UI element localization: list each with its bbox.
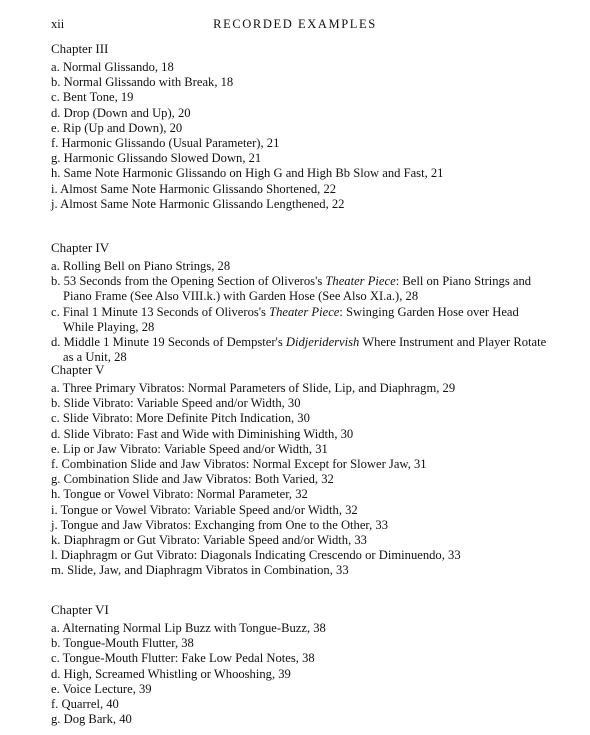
example-entry: l. Diaphragm or Gut Vibrato: Diagonals Indicating Crescendo or Diminuendo, 33 bbox=[51, 548, 461, 563]
chapter-title: Chapter III bbox=[51, 41, 109, 56]
chapter-title: Chapter VI bbox=[51, 602, 109, 617]
chapter-title: Chapter V bbox=[51, 362, 105, 377]
running-head bbox=[0, 17, 590, 35]
example-entry: d. Drop (Down and Up), 20 bbox=[51, 105, 191, 120]
work-title: Theater Piece bbox=[269, 304, 340, 319]
example-entry: g. Dog Bark, 40 bbox=[51, 712, 132, 727]
example-entry: a. Three Primary Vibratos: Normal Parameters of Slide, Lip, and Diaphragm, 29 bbox=[51, 381, 456, 395]
example-entry: h. Same Note Harmonic Glissando on High G and High Bb Slow and Fast, 21 bbox=[51, 166, 444, 181]
page-number: xii bbox=[51, 17, 65, 31]
work-title: Theater Piece bbox=[325, 274, 396, 289]
chapter-vi-section bbox=[51, 602, 551, 727]
example-list bbox=[51, 621, 551, 727]
example-entry: f. Quarrel, 40 bbox=[51, 697, 119, 712]
example-entry: b. Tongue-Mouth Flutter, 38 bbox=[51, 636, 194, 651]
example-entry: m. Slide, Jaw, and Diaphragm Vibratos in Combination, 33 bbox=[51, 563, 349, 578]
example-entry: d. Middle 1 Minute 19 Seconds of Dempster's Didjeridervish Where Instrument and Player Rotate as a Unit, 28 bbox=[51, 335, 547, 365]
example-entry: c. Final 1 Minute 13 Seconds of Oliveros's Theater Piece: Swinging Garden Hose over Head While Playing, 28 bbox=[51, 304, 519, 334]
running-head-title: RECORDED EXAMPLES bbox=[213, 17, 377, 31]
example-entry: b. 53 Seconds from the Opening Section of Oliveros's Theater Piece: Bell on Piano Strings and Piano Frame (See Also VIII.k.) with Garden Hose (See Also XI.a.), 28 bbox=[51, 274, 532, 304]
example-entry: c. Bent Tone, 19 bbox=[51, 90, 134, 105]
example-entry: e. Voice Lecture, 39 bbox=[51, 681, 152, 696]
example-entry: i. Almost Same Note Harmonic Glissando Shortened, 22 bbox=[51, 181, 337, 196]
example-entry: f. Harmonic Glissando (Usual Parameter), 21 bbox=[51, 136, 280, 151]
example-list bbox=[51, 259, 551, 365]
example-entry: g. Harmonic Glissando Slowed Down, 21 bbox=[51, 151, 262, 166]
chapter-iv-section bbox=[51, 240, 551, 365]
example-entry: d. Slide Vibrato: Fast and Wide with Diminishing Width, 30 bbox=[51, 426, 354, 441]
work-title: Didjeridervish bbox=[285, 335, 360, 350]
example-entry: d. High, Screamed Whistling or Whooshing, 39 bbox=[51, 666, 291, 681]
chapter-iii-section bbox=[51, 41, 551, 212]
example-entry: c. Tongue-Mouth Flutter: Fake Low Pedal Notes, 38 bbox=[51, 651, 315, 666]
example-list bbox=[51, 381, 551, 579]
example-entry: a. Rolling Bell on Piano Strings, 28 bbox=[51, 259, 231, 273]
example-entry: h. Tongue or Vowel Vibrato: Normal Parameter, 32 bbox=[51, 487, 308, 502]
example-entry: e. Lip or Jaw Vibrato: Variable Speed and/or Width, 31 bbox=[51, 441, 328, 456]
example-entry: k. Diaphragm or Gut Vibrato: Variable Speed and/or Width, 33 bbox=[51, 533, 367, 548]
example-entry: b. Normal Glissando with Break, 18 bbox=[51, 75, 234, 90]
example-entry: i. Tongue or Vowel Vibrato: Variable Speed and/or Width, 32 bbox=[51, 502, 358, 517]
example-list bbox=[51, 60, 551, 212]
example-entry: g. Combination Slide and Jaw Vibratos: Both Varied, 32 bbox=[51, 472, 334, 487]
example-entry: f. Combination Slide and Jaw Vibratos: Normal Except for Slower Jaw, 31 bbox=[51, 457, 427, 472]
example-entry: j. Almost Same Note Harmonic Glissando Lengthened, 22 bbox=[51, 196, 345, 211]
example-entry: j. Tongue and Jaw Vibratos: Exchanging from One to the Other, 33 bbox=[51, 517, 389, 532]
example-entry: e. Rip (Up and Down), 20 bbox=[51, 120, 183, 135]
chapter-title: Chapter IV bbox=[51, 240, 110, 255]
example-entry: a. Normal Glissando, 18 bbox=[51, 60, 174, 74]
example-entry: b. Slide Vibrato: Variable Speed and/or Width, 30 bbox=[51, 396, 301, 411]
example-entry: c. Slide Vibrato: More Definite Pitch Indication, 30 bbox=[51, 411, 310, 426]
example-entry: a. Alternating Normal Lip Buzz with Tongue-Buzz, 38 bbox=[51, 621, 326, 635]
chapter-v-section bbox=[51, 362, 551, 579]
